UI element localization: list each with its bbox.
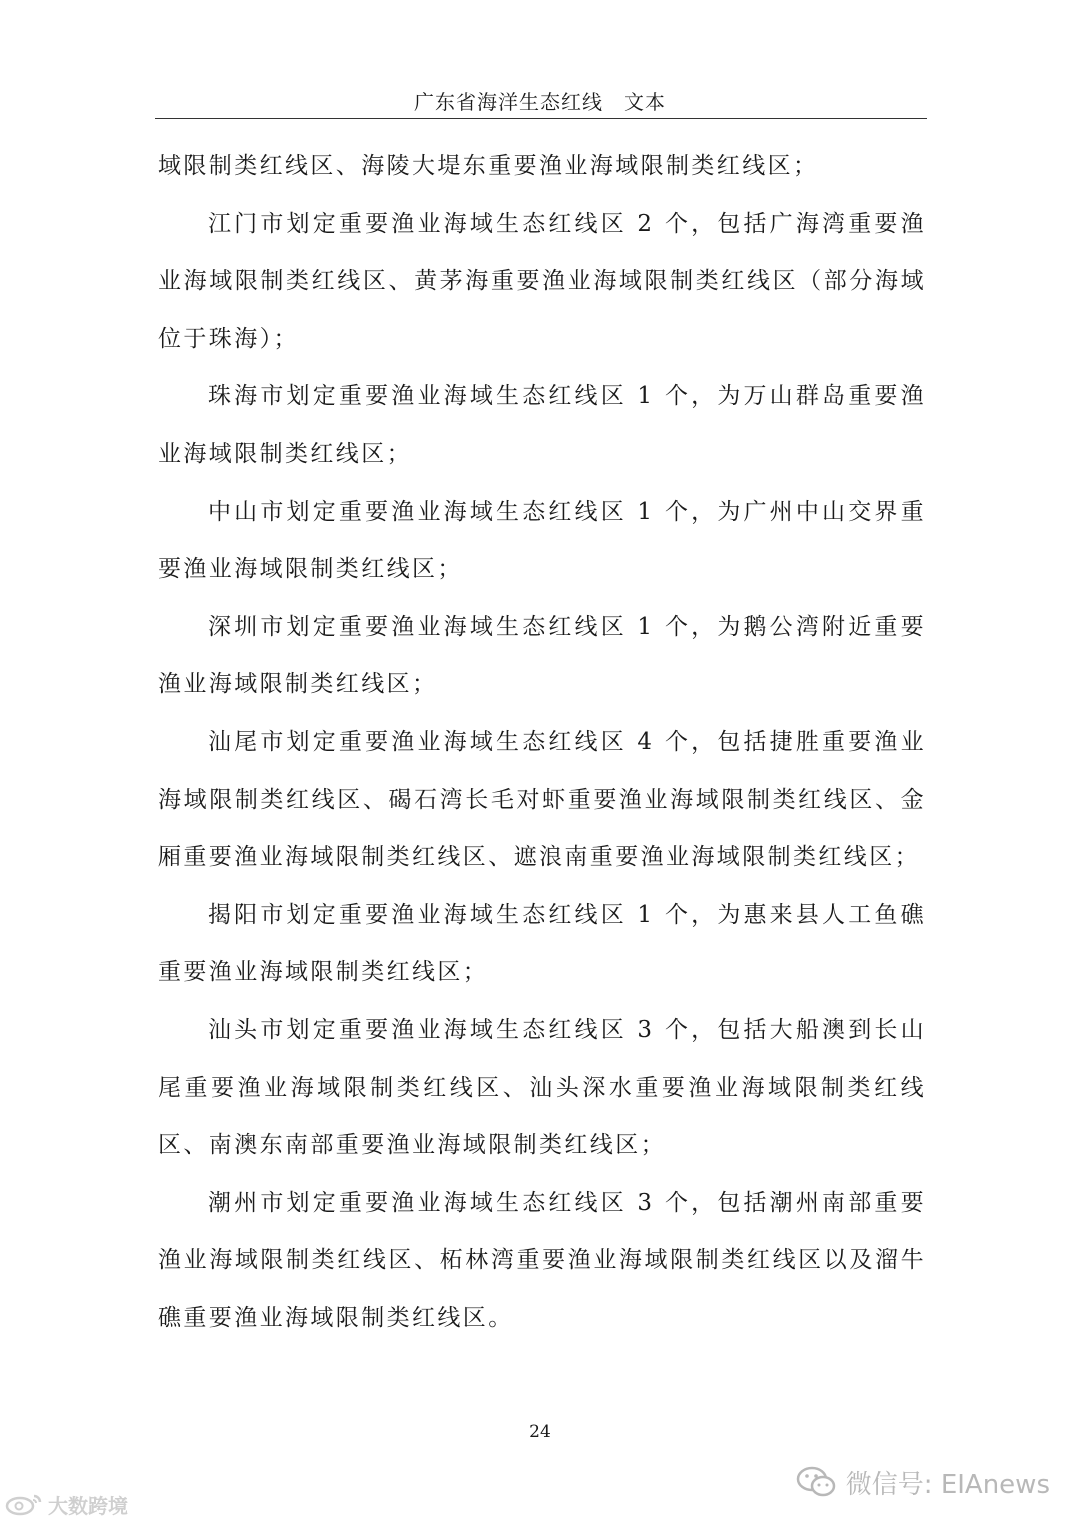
paragraph: 汕头市划定重要渔业海域生态红线区 3 个，包括大船澳到长山尾重要渔业海域限制类红线区、汕头深水重要渔业海域限制类红线区、南澳东南部重要渔业海域限制类红线区； — [158, 1016, 926, 1159]
paragraph: 域限制类红线区、海陵大堤东重要渔业海域限制类红线区； — [158, 153, 819, 179]
watermark-right — [796, 1462, 1050, 1502]
paragraph: 江门市划定重要渔业海域生态红线区 2 个，包括广海湾重要渔业海域限制类红线区、黄茅海重要渔业海域限制类红线区（部分海域位于珠海）； — [158, 210, 926, 352]
watermark-left-text: 大数跨境 — [48, 1493, 128, 1518]
paragraph: 揭阳市划定重要渔业海域生态红线区 1 个，为惠来县人工鱼礁重要渔业海域限制类红线区； — [158, 901, 926, 986]
watermark-left — [4, 1490, 128, 1518]
paragraph: 珠海市划定重要渔业海域生态红线区 1 个，为万山群岛重要渔业海域限制类红线区； — [158, 383, 926, 467]
page-number: 24 — [529, 1422, 551, 1442]
document-header: 广东省海洋生态红线 文本 — [414, 90, 666, 114]
header-divider — [155, 118, 927, 119]
weibo-icon — [4, 1492, 44, 1516]
paragraph: 潮州市划定重要渔业海域生态红线区 3 个，包括潮州南部重要渔业海域限制类红线区、柘林湾重要渔业海域限制类红线区以及溜牛礁重要渔业海域限制类红线区。 — [158, 1189, 926, 1331]
paragraph: 深圳市划定重要渔业海域生态红线区 1 个，为鹅公湾附近重要渔业海域限制类红线区； — [158, 613, 926, 698]
paragraph: 汕尾市划定重要渔业海域生态红线区 4 个，包括捷胜重要渔业海域限制类红线区、碣石湾长毛对虾重要渔业海域限制类红线区、金厢重要渔业海域限制类红线区、遮浪南重要渔业海域限制类红线区； — [158, 728, 926, 871]
wechat-icon — [796, 1465, 838, 1499]
document-body — [158, 138, 926, 1347]
watermark-right-text: 微信号: EIAnews — [845, 1469, 1050, 1500]
paragraph: 中山市划定重要渔业海域生态红线区 1 个，为广州中山交界重要渔业海域限制类红线区； — [158, 498, 926, 583]
